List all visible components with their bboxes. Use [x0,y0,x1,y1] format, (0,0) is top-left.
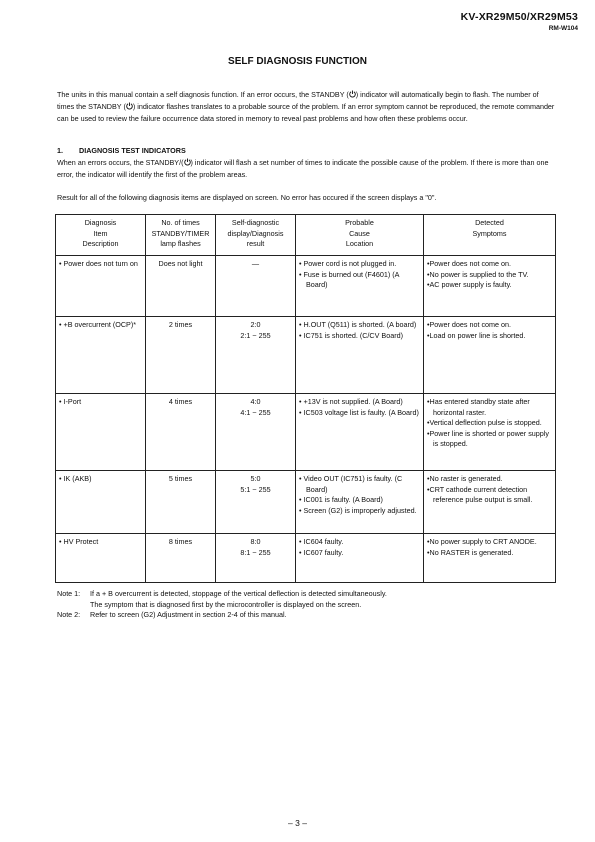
page-title: SELF DIAGNOSIS FUNCTION [228,56,367,67]
cell-symptoms: •No power supply to CRT ANODE. •No RASTER is generated. [424,534,556,583]
section-title: DIAGNOSIS TEST INDICATORS [79,146,186,155]
table-row [56,471,556,534]
table-row [56,256,556,317]
header-symptoms: Detected Symptoms [424,215,556,256]
section-number: 1. [57,146,63,155]
cell-cause: • Power cord is not plugged in. • Fuse is burned out (F4601) (A Board) [296,256,424,317]
intro-text-1: The units in this manual contain a self diagnosis function. If an error occurs, the STANDBY ( [57,90,349,99]
cell-display: 2:0 2:1 ~ 255 [216,317,296,394]
note-2 [57,610,577,621]
note-1 [57,589,577,610]
cell-flashes: 4 times [146,394,216,471]
cell-item: • IK (AKB) [56,471,146,534]
power-standby-icon [349,90,356,101]
intro-text-2: ) indicator will automatically begin to flash. The number of times the STANDBY ( [57,90,539,111]
cell-symptoms: •Power does not come on. •Load on power line is shorted. [424,317,556,394]
cell-symptoms: •No raster is generated. •CRT cathode current detection reference pulse output is small. [424,471,556,534]
cell-symptoms: •Has entered standby state after horizontal raster. •Vertical deflection pulse is stopped. •Power line is shorted or power supply is stopped. [424,394,556,471]
cell-cause: • Video OUT (IC751) is faulty. (C Board) • IC001 is faulty. (A Board) • Screen (G2) is improperly adjusted. [296,471,424,534]
section-paragraph [57,157,557,180]
cell-symptoms: •Power does not come on. •No power is supplied to the TV. •AC power supply is faulty. [424,256,556,317]
header-flashes: No. of times STANDBY/TIMER lamp flashes [146,215,216,256]
cell-item: • +B overcurrent (OCP)* [56,317,146,394]
section-heading [57,146,186,155]
note-text: If a + B overcurrent is detected, stoppage of the vertical deflection is detected simultaneously. The symptom that is diagnosed first by the microcontroller is displayed on the screen. [90,589,387,609]
power-standby-icon [184,158,191,169]
note-label: Note 2: [57,610,81,620]
diagnosis-table [55,214,556,583]
cell-flashes: 2 times [146,317,216,394]
intro-paragraph [57,89,557,124]
section-text-1: When an errors occurs, the STANDBY/( [57,158,184,167]
cell-cause: • IC604 faulty. • IC607 faulty. [296,534,424,583]
cell-display: 4:0 4:1 ~ 255 [216,394,296,471]
cell-cause: • +13V is not supplied. (A Board) • IC503 voltage list is faulty. (A Board) [296,394,424,471]
table-row [56,394,556,471]
remote-code: RM-W104 [548,25,578,32]
cell-item: • Power does not turn on [56,256,146,317]
table-header-row [56,215,556,256]
cell-item: • I-Port [56,394,146,471]
notes-block [57,589,577,621]
cell-display: — [216,256,296,317]
section-text-2: ) indicator will flash a set number of times to indicate the possible cause of the problem. If there is more than one error, the indicator will identify the first of the problem areas. [57,158,549,179]
model-number: KV-XR29M50/XR29M53 [460,11,578,23]
header-item: Diagnosis Item Description [56,215,146,256]
cell-display: 8:0 8:1 ~ 255 [216,534,296,583]
header-cause: Probable Cause Location [296,215,424,256]
table-row [56,534,556,583]
cell-cause: • H.OUT (Q511) is shorted. (A board) • IC751 is shorted. (C/CV Board) [296,317,424,394]
cell-item: • HV Protect [56,534,146,583]
power-standby-icon [126,102,133,113]
header-display: Self-diagnostic display/Diagnosis result [216,215,296,256]
cell-display: 5:0 5:1 ~ 255 [216,471,296,534]
note-text: Refer to screen (G2) Adjustment in section 2-4 of this manual. [90,610,287,620]
table-row [56,317,556,394]
cell-flashes: Does not light [146,256,216,317]
cell-flashes: 8 times [146,534,216,583]
intro-text-3: ) indicator flashes translates to a probable source of the problem. If an error symptom cannot be reproduced, the remote commander can be used to review the failure occurrence data stored in memory to reveal past problems and how often these problems occur. [57,102,555,123]
page-number: – 3 – [288,818,307,828]
result-note: Result for all of the following diagnosis items are displayed on screen. No error has occured if the screen displays a "0". [57,193,437,202]
note-label: Note 1: [57,589,81,598]
cell-flashes: 5 times [146,471,216,534]
